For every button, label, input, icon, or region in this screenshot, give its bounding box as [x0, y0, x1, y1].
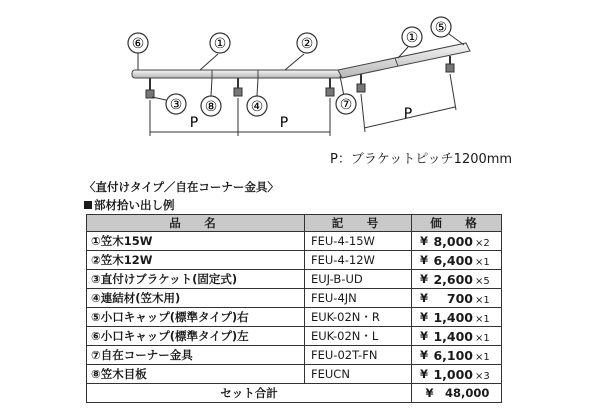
part-code: FEU-4JN — [305, 289, 412, 308]
pitch-note: P：ブラケットピッチ1200mm — [330, 152, 513, 167]
yen-sign: ¥ — [420, 290, 429, 305]
header-code: 記 号 — [305, 215, 412, 232]
part-name: ④連結材(笠木用) — [87, 289, 305, 308]
callout-5 — [431, 17, 451, 37]
callout-4 — [247, 96, 267, 116]
yen-sign: ¥ — [420, 252, 429, 267]
part-name: ⑤小口キャップ(標準タイプ)右 — [87, 308, 305, 327]
table-row — [87, 308, 502, 327]
parts-list-title-text: 部材拾い出し例 — [94, 198, 175, 212]
svg-text:⑧: ⑧ — [204, 99, 218, 115]
part-code: FEUCN — [305, 365, 412, 384]
svg-text:①: ① — [213, 36, 227, 52]
bracket — [234, 78, 242, 96]
table-row — [87, 270, 502, 289]
callout-3 — [166, 94, 186, 114]
price-amount: 1,400 — [433, 328, 473, 344]
svg-text:⑤: ⑤ — [434, 20, 448, 36]
part-price — [412, 308, 502, 327]
table-row — [87, 289, 502, 308]
price-amount: 8,000 — [433, 233, 473, 249]
part-code: FEU-4-15W — [305, 232, 412, 251]
table-row — [87, 346, 502, 365]
part-name: ⑦自在コーナー金具 — [87, 346, 305, 365]
part-price — [412, 251, 502, 270]
part-name: ②笠木12W — [87, 251, 305, 270]
part-name: ⑧笠木目板 — [87, 365, 305, 384]
svg-text:⑦: ⑦ — [339, 97, 353, 113]
part-price — [412, 365, 502, 384]
callout-1 — [402, 27, 422, 47]
svg-text:①: ① — [405, 30, 419, 46]
bracket — [446, 56, 454, 72]
pitch-label-p: P — [279, 115, 289, 131]
parts-list-title — [84, 197, 175, 213]
quantity: ×1 — [475, 313, 490, 325]
callout-8 — [201, 96, 221, 116]
part-code: EUK-02N・L — [305, 327, 412, 346]
part-price — [412, 346, 502, 365]
price-amount: 6,400 — [433, 252, 473, 268]
yen-sign: ¥ — [420, 271, 429, 286]
price-amount: 1,000 — [433, 366, 473, 382]
total-label: セット合計 — [87, 384, 412, 403]
condition-heading: 〈直付けタイプ／自在コーナー金具〉 — [84, 180, 279, 194]
part-code: EUJ-B-UD — [305, 270, 412, 289]
price-amount: 700 — [446, 290, 473, 306]
part-code: FEU-4-12W — [305, 251, 412, 270]
price-amount: 1,400 — [433, 309, 473, 325]
quantity: ×1 — [475, 332, 490, 344]
part-price — [412, 270, 502, 289]
svg-text:②: ② — [300, 36, 314, 52]
quantity: ×5 — [475, 275, 490, 287]
yen-sign: ¥ — [420, 233, 429, 248]
part-price — [412, 232, 502, 251]
header-price: 価 格 — [412, 215, 502, 232]
square-bullet-icon — [84, 201, 92, 209]
yen-sign: ¥ — [420, 309, 429, 324]
price-amount: 2,600 — [433, 271, 473, 287]
parts-table — [86, 214, 502, 403]
quantity: ×1 — [475, 256, 490, 268]
price-amount: 6,100 — [433, 347, 473, 363]
svg-text:③: ③ — [169, 97, 183, 113]
part-code: FEU-02T-FN — [305, 346, 412, 365]
bracket — [326, 78, 334, 96]
quantity: ×1 — [475, 351, 490, 363]
table-row — [87, 251, 502, 270]
part-name: ⑥小口キャップ(標準タイプ)左 — [87, 327, 305, 346]
table-row — [87, 232, 502, 251]
part-price — [412, 289, 502, 308]
callout-1 — [210, 33, 230, 53]
callout-7 — [336, 94, 356, 114]
quantity: ×1 — [475, 294, 490, 306]
table-row — [87, 365, 502, 384]
yen-sign: ¥ — [420, 328, 429, 343]
svg-text:④: ④ — [250, 99, 264, 115]
quantity: ×2 — [475, 237, 490, 249]
svg-text:⑥: ⑥ — [131, 36, 145, 52]
straight-rail — [132, 70, 342, 78]
header-name: 品 名 — [87, 215, 305, 232]
part-name: ①笠木15W — [87, 232, 305, 251]
bracket — [357, 74, 365, 92]
quantity: ×3 — [475, 370, 490, 382]
pitch-label-p: P — [189, 115, 199, 131]
total-row — [87, 384, 502, 403]
table-header-row — [87, 215, 502, 232]
part-price — [412, 327, 502, 346]
table-row — [87, 327, 502, 346]
part-code: EUK-02N・R — [305, 308, 412, 327]
callout-6 — [128, 33, 148, 53]
part-name: ③直付けブラケット(固定式) — [87, 270, 305, 289]
callout-2 — [297, 33, 317, 53]
yen-sign: ¥ — [420, 347, 429, 362]
pitch-label-p: P — [403, 106, 413, 122]
total-value: ¥ 48,000 — [412, 384, 502, 403]
bracket — [146, 78, 154, 98]
yen-sign: ¥ — [420, 366, 429, 381]
